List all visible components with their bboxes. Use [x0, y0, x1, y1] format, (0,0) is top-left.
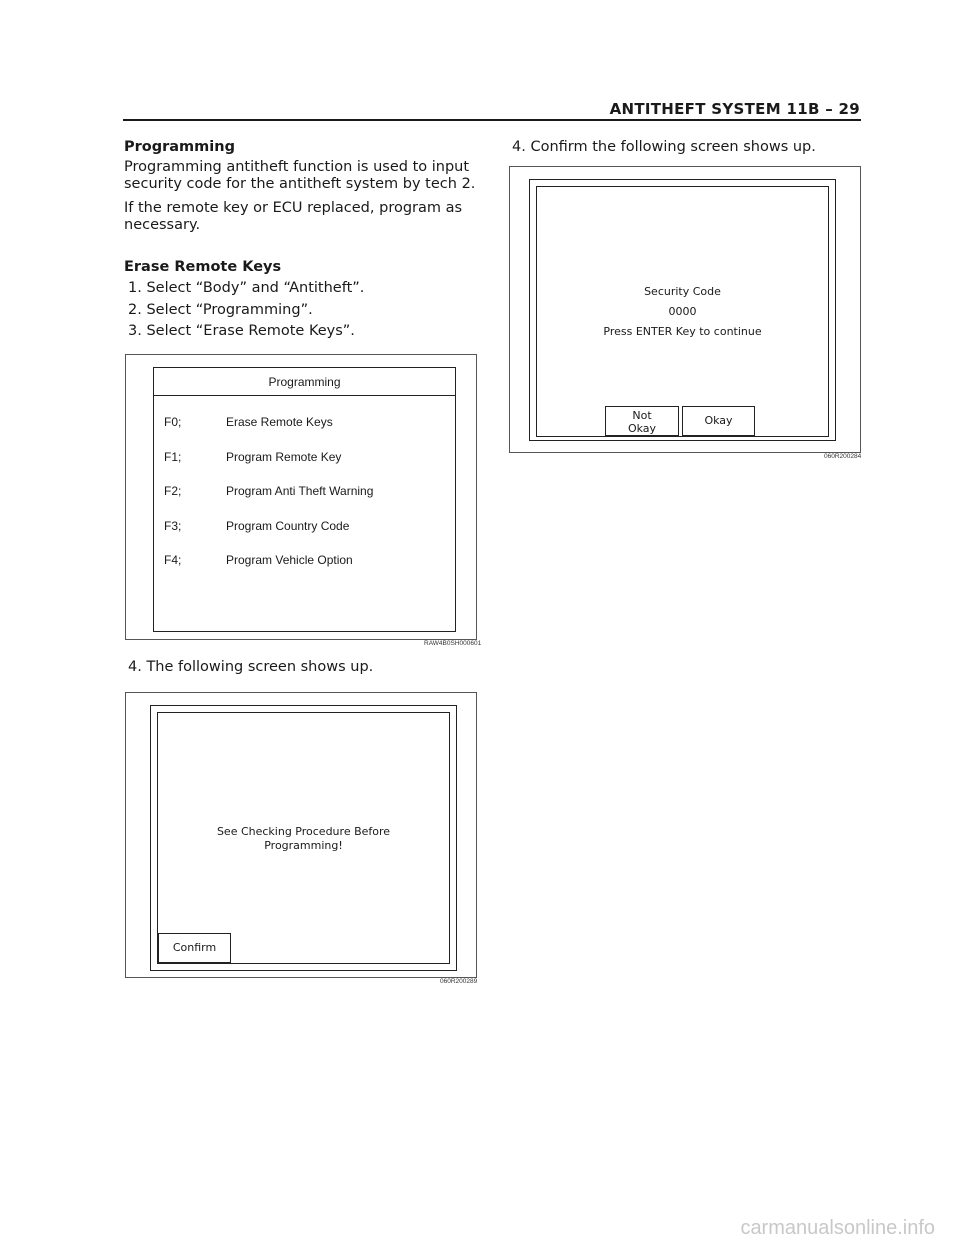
- intro-line-1: Programming antitheft function is used to input: [124, 159, 470, 175]
- confirm-button[interactable]: Confirm: [158, 933, 231, 963]
- programming-menu-screen: [153, 367, 456, 632]
- programming-menu-figure: [125, 354, 477, 640]
- security-code-label: Security Code: [644, 285, 721, 298]
- menu-key: F3;: [164, 519, 182, 533]
- menu-key: F0;: [164, 415, 182, 429]
- section-heading: Programming: [124, 139, 235, 155]
- security-code-panel: [536, 186, 829, 437]
- step-3: 3. Select “Erase Remote Keys”.: [128, 323, 355, 339]
- intro-paragraph: [124, 159, 475, 193]
- header-divider: [123, 119, 861, 121]
- menu-label: Erase Remote Keys: [226, 415, 333, 429]
- warning-line-1: See Checking Procedure Before: [216, 825, 391, 838]
- step-4-right: 4. Confirm the following screen shows up.: [512, 139, 816, 155]
- menu-key: F1;: [164, 450, 182, 464]
- security-code-frame: [529, 179, 836, 441]
- replace-paragraph: [124, 200, 462, 234]
- confirm-screen-figure: [125, 692, 477, 978]
- step-4-left: 4. The following screen shows up.: [128, 659, 374, 675]
- menu-label: Program Vehicle Option: [226, 553, 353, 567]
- replace-line-2: necessary.: [124, 217, 201, 233]
- not-okay-button[interactable]: [605, 406, 679, 436]
- menu-label: Program Country Code: [226, 519, 350, 533]
- subsection-heading: Erase Remote Keys: [124, 259, 282, 275]
- confirm-screen-frame: [150, 705, 457, 971]
- not-okay-line-1: Not: [632, 409, 652, 422]
- menu-key: F4;: [164, 553, 182, 567]
- menu-label: Program Remote Key: [226, 450, 342, 464]
- menu-key: F2;: [164, 484, 182, 498]
- menu-item-f0[interactable]: [164, 415, 333, 429]
- replace-line-1: If the remote key or ECU replaced, program as: [124, 200, 463, 216]
- security-code-figure: [509, 166, 861, 453]
- warning-message: [158, 825, 449, 853]
- confirm-screen-panel: [157, 712, 450, 964]
- okay-button[interactable]: Okay: [682, 406, 755, 436]
- programming-menu-title: Programming: [268, 375, 341, 389]
- menu-item-f1[interactable]: [164, 450, 341, 464]
- menu-label: Program Anti Theft Warning: [226, 484, 374, 498]
- menu-item-f4[interactable]: [164, 553, 353, 567]
- not-okay-line-2: Okay: [627, 422, 657, 435]
- intro-line-2: security code for the antitheft system by tech 2.: [124, 176, 476, 192]
- warning-line-2: Programming!: [264, 839, 343, 852]
- site-watermark: carmanualsonline.info: [740, 1217, 935, 1239]
- figure-2-id: 060R200289: [440, 978, 478, 985]
- step-1: 1. Select “Body” and “Antitheft”.: [128, 280, 365, 296]
- step-2: 2. Select “Programming”.: [128, 302, 313, 318]
- security-code-value: 0000: [668, 305, 697, 318]
- continue-instruction: Press ENTER Key to continue: [603, 325, 762, 338]
- menu-item-f3[interactable]: [164, 519, 349, 533]
- figure-3-id: 060R200284: [824, 453, 862, 460]
- title-divider: [154, 395, 455, 396]
- figure-1-id: RAW4B0SH000601: [424, 640, 482, 647]
- page-header: ANTITHEFT SYSTEM 11B – 29: [609, 100, 860, 118]
- menu-item-f2[interactable]: [164, 484, 373, 498]
